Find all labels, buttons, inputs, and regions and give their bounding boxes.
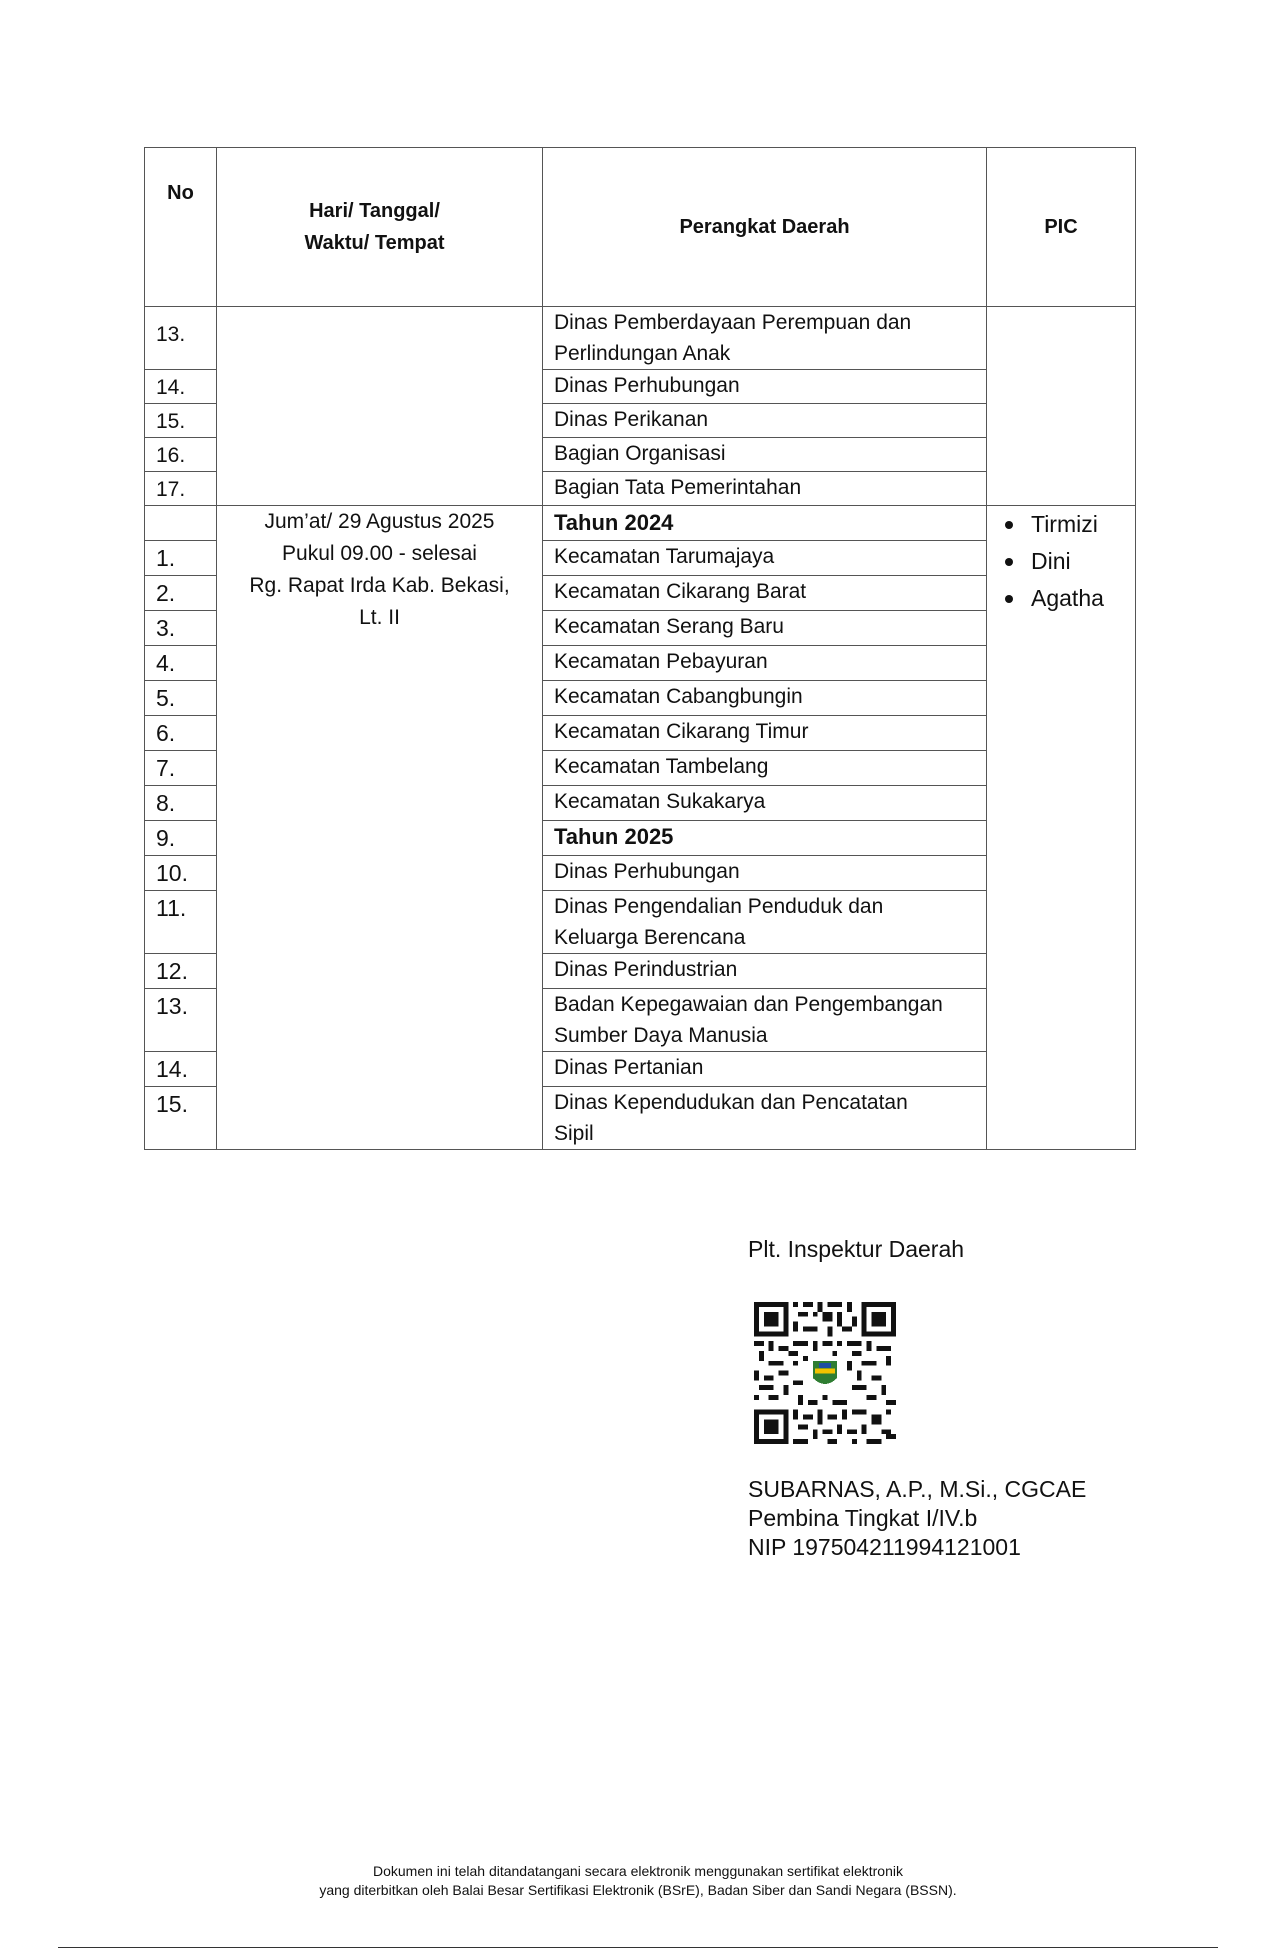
table-row: [145, 506, 1136, 541]
row-perangkat-year-heading: Tahun 2025: [543, 821, 987, 856]
row-perangkat: Kecamatan Cikarang Timur: [543, 716, 987, 751]
row-no: 5.: [145, 681, 217, 716]
row-no: 15.: [145, 1087, 217, 1150]
schedule-place-line2: Lt. II: [359, 606, 400, 629]
signatory-rank: Pembina Tingkat I/IV.b: [748, 1505, 978, 1531]
pic-name: Dini: [1031, 548, 1071, 574]
footer-line1: Dokumen ini telah ditandatangani secara elektronik menggunakan sertifikat elektronik: [373, 1863, 903, 1879]
row-perangkat: [543, 307, 987, 370]
header-perangkat-daerah: Perangkat Daerah: [543, 148, 987, 307]
signatory-name: SUBARNAS, A.P., M.Si., CGCAE: [748, 1476, 1087, 1502]
row-no: 6.: [145, 716, 217, 751]
row-perangkat: Kecamatan Cikarang Barat: [543, 576, 987, 611]
row-perangkat: Kecamatan Sukakarya: [543, 786, 987, 821]
schedule-table: [144, 147, 1136, 1150]
row-perangkat: [543, 1087, 987, 1150]
pic-name: Tirmizi: [1031, 511, 1098, 537]
row-perangkat: Kecamatan Cabangbungin: [543, 681, 987, 716]
row-perangkat: [543, 891, 987, 954]
pic-list: [1001, 506, 1135, 617]
row-perangkat: Kecamatan Tambelang: [543, 751, 987, 786]
row-perangkat: Dinas Perindustrian: [543, 954, 987, 989]
schedule-day-date: Jum’at/ 29 Agustus 2025: [264, 510, 495, 533]
pic-item: [1001, 543, 1135, 580]
row-no: 14.: [145, 1052, 217, 1087]
bullet-icon: [1005, 595, 1013, 603]
empty-pic-cell: [987, 307, 1136, 506]
footer-line2: yang diterbitkan oleh Balai Besar Sertifikasi Elektronik (BSrE), Badan Siber dan Sandi Negara (BSSN).: [319, 1882, 957, 1898]
row-no: 16.: [145, 438, 217, 472]
row-no: 8.: [145, 786, 217, 821]
table-row: [145, 307, 1136, 370]
row-perangkat-line2: Keluarga Berencana: [554, 926, 746, 949]
row-no: 17.: [145, 472, 217, 506]
row-perangkat-line1: Dinas Pengendalian Penduduk dan: [554, 895, 884, 918]
signatory-nip: NIP 197504211994121001: [748, 1534, 1021, 1560]
row-perangkat-year-heading: Tahun 2024: [543, 506, 987, 541]
header-pic: PIC: [987, 148, 1136, 307]
e-signature-footer: [0, 1862, 1276, 1900]
signature-block: [748, 1475, 1086, 1562]
header-no: No: [145, 148, 217, 307]
row-perangkat-line1: Dinas Kependudukan dan Pencatatan: [554, 1091, 908, 1114]
table-header-row: [145, 148, 1136, 307]
row-no: 1.: [145, 541, 217, 576]
row-perangkat: Bagian Organisasi: [543, 438, 987, 472]
row-perangkat-line2: Perlindungan Anak: [554, 342, 731, 365]
row-perangkat: Dinas Pertanian: [543, 1052, 987, 1087]
row-no: 4.: [145, 646, 217, 681]
row-no: 14.: [145, 370, 217, 404]
schedule-table-wrapper: [144, 147, 1135, 1150]
row-no: 7.: [145, 751, 217, 786]
row-perangkat-line1: Badan Kepegawaian dan Pengembangan: [554, 993, 943, 1016]
row-no: 11.: [145, 891, 217, 954]
row-no: 12.: [145, 954, 217, 989]
header-date-line1: Hari/ Tanggal/: [309, 200, 440, 222]
row-perangkat: Kecamatan Tarumajaya: [543, 541, 987, 576]
row-no: 13.: [145, 989, 217, 1052]
row-no: 13.: [145, 307, 217, 370]
schedule-place-line1: Rg. Rapat Irda Kab. Bekasi,: [249, 574, 510, 597]
header-date: [217, 148, 543, 307]
bullet-icon: [1005, 558, 1013, 566]
row-no: 15.: [145, 404, 217, 438]
header-date-line2: Waktu/ Tempat: [304, 232, 445, 254]
row-perangkat-line1: Dinas Pemberdayaan Perempuan dan: [554, 311, 912, 334]
row-perangkat: Dinas Perhubungan: [543, 856, 987, 891]
row-no: [145, 506, 217, 541]
row-perangkat-line2: Sumber Daya Manusia: [554, 1024, 768, 1047]
row-perangkat: [543, 989, 987, 1052]
pic-item: [1001, 580, 1135, 617]
row-perangkat: Dinas Perhubungan: [543, 370, 987, 404]
row-no: 3.: [145, 611, 217, 646]
row-perangkat: Kecamatan Serang Baru: [543, 611, 987, 646]
schedule-time: Pukul 09.00 - selesai: [282, 542, 477, 565]
pic-cell: [987, 506, 1136, 1150]
pic-item: [1001, 506, 1135, 543]
pic-name: Agatha: [1031, 585, 1104, 611]
empty-date-cell: [217, 307, 543, 506]
row-perangkat-line2: Sipil: [554, 1122, 594, 1145]
row-perangkat: Kecamatan Pebayuran: [543, 646, 987, 681]
footer-divider: [58, 1947, 1218, 1948]
bullet-icon: [1005, 521, 1013, 529]
row-perangkat: Dinas Perikanan: [543, 404, 987, 438]
row-no: 2.: [145, 576, 217, 611]
qr-code-icon: [754, 1302, 896, 1444]
row-no: 10.: [145, 856, 217, 891]
row-no: 9.: [145, 821, 217, 856]
row-perangkat: Bagian Tata Pemerintahan: [543, 472, 987, 506]
signature-title: Plt. Inspektur Daerah: [748, 1236, 965, 1262]
schedule-cell: [217, 506, 543, 1150]
